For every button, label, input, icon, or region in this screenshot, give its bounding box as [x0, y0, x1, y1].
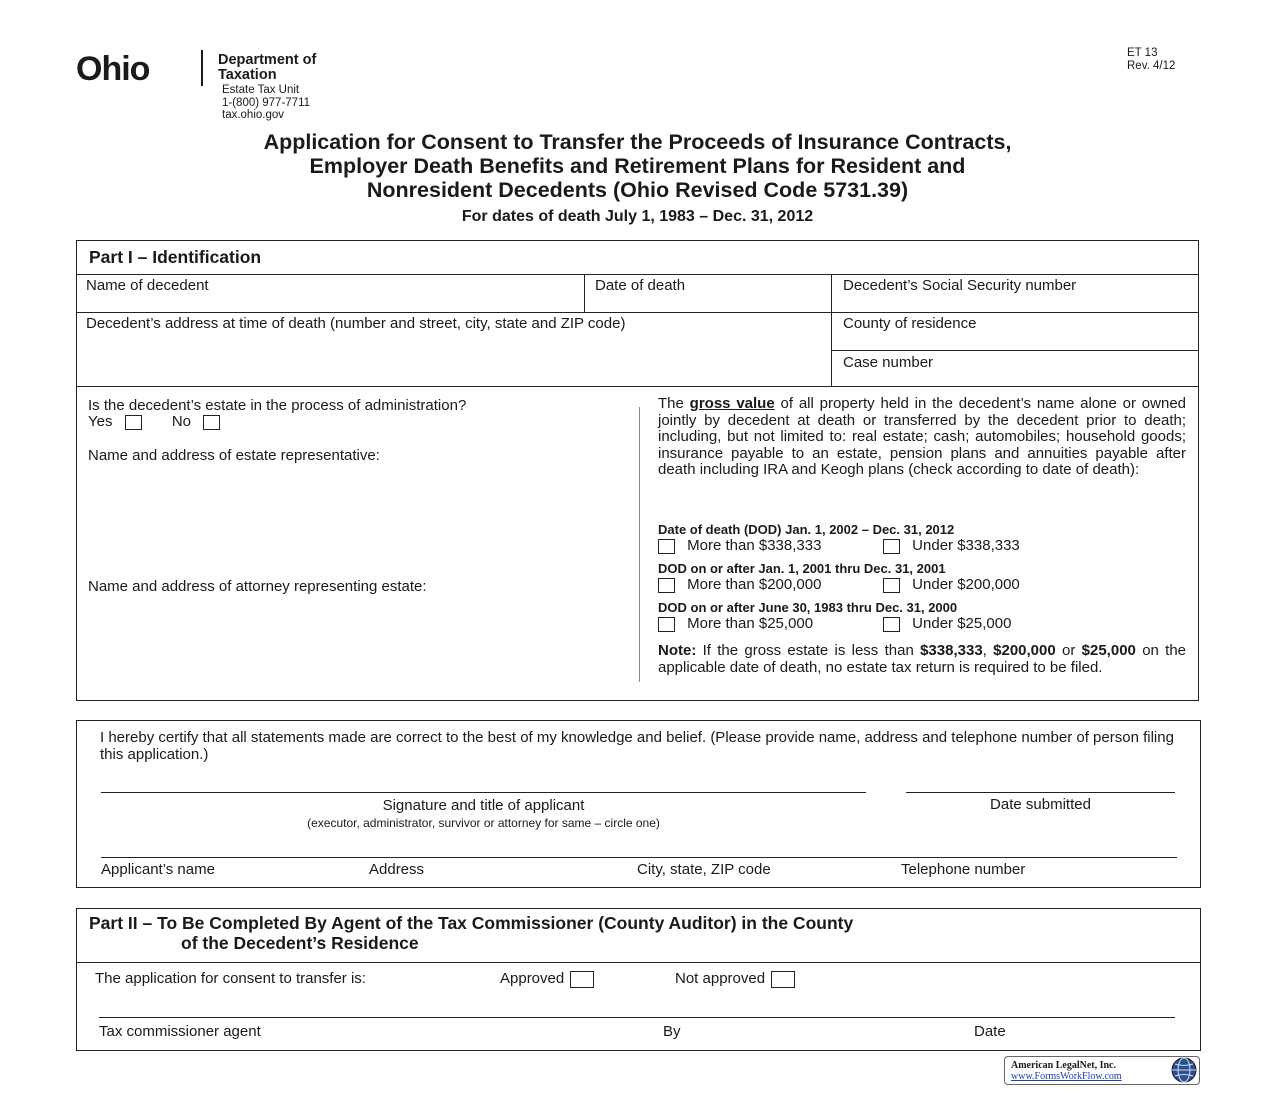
- agent-signature-field[interactable]: [99, 998, 1174, 1016]
- range2-under-checkbox[interactable]: [883, 578, 900, 593]
- agent-label: Tax commissioner agent: [99, 1023, 261, 1040]
- range2-under-label: Under $200,000: [912, 576, 1020, 593]
- divider: [77, 386, 1198, 387]
- range2-more-checkbox[interactable]: [658, 578, 675, 593]
- title-line1: Application for Consent to Transfer the Proceeds of Insurance Contracts,: [263, 130, 1012, 154]
- county-field[interactable]: [833, 333, 1196, 349]
- range1-under-checkbox[interactable]: [883, 539, 900, 554]
- approved-checkbox[interactable]: [570, 971, 594, 988]
- part1-heading: Part I – Identification: [89, 247, 262, 267]
- note-value1: $338,333: [920, 642, 983, 659]
- range1-under: [883, 537, 1020, 554]
- attorney-label: Name and address of attorney representing estate:: [88, 578, 427, 595]
- decedent-name-field[interactable]: [78, 294, 583, 311]
- divider: [77, 274, 1198, 275]
- date-of-death-field[interactable]: [586, 294, 830, 311]
- website: tax.ohio.gov: [222, 109, 285, 121]
- note-value3: $25,000: [1081, 642, 1136, 659]
- note-label: Note:: [658, 642, 697, 659]
- note-value2: $200,000: [993, 642, 1056, 659]
- rep-label: Name and address of estate representative:: [88, 447, 380, 464]
- note-text1: If the gross estate is less than: [702, 642, 914, 659]
- admin-question: Is the decedent’s estate in the process of administration?: [88, 397, 467, 414]
- signature-hint: (executor, administrator, survivor or attorney for same – circle one): [307, 816, 660, 830]
- range3-options: [658, 615, 813, 632]
- title-line3: Nonresident Decedents (Ohio Revised Code 5731.39): [366, 178, 909, 202]
- no-checkbox[interactable]: [203, 415, 220, 430]
- no-label: No: [171, 413, 192, 430]
- legalnet-url[interactable]: www.FormsWorkFlow.com: [1011, 1071, 1122, 1082]
- estate-representative-field[interactable]: [88, 466, 628, 574]
- dod-label: Date of death: [595, 277, 686, 294]
- page-title: [100, 130, 1175, 202]
- applicant-line: [101, 857, 1177, 858]
- divider: [832, 350, 1198, 351]
- note-text2: on the applicable date of death, no estate tax return is required to be filed.: [658, 642, 1187, 676]
- not-approved-checkbox[interactable]: [771, 971, 795, 988]
- part2-date-label: Date: [974, 1023, 1006, 1040]
- city-state-zip-label: City, state, ZIP code: [637, 861, 771, 878]
- signature-label: Signature and title of applicant: [382, 797, 585, 814]
- applicant-address-label: Address: [369, 861, 425, 878]
- approved-label: Approved: [500, 970, 565, 987]
- divider: [77, 962, 1200, 963]
- range3-under: [883, 615, 1011, 632]
- note-separator: ,: [982, 642, 987, 659]
- range3-more-checkbox[interactable]: [658, 617, 675, 632]
- form-number-block: [1127, 47, 1175, 72]
- range2-more-label: More than $200,000: [687, 576, 822, 593]
- applicant-name-label: Applicant’s name: [101, 861, 215, 878]
- gross-text: of all property held in the decedent’s name alone or owned jointly by decedent at death or transferred by the decedent prior to death; including, but not limited to: real estate; cash; automobiles; household goods; insurance payable to an estate, pension plans and annuities payable after death including IRA and Keogh plans (check according to date of death):: [658, 395, 1187, 478]
- form-number: ET 13: [1127, 47, 1158, 59]
- signature-line: [101, 792, 866, 793]
- logo-divider: [201, 50, 203, 86]
- signature-field[interactable]: [101, 772, 865, 791]
- department-line1: Department of: [218, 52, 317, 68]
- range2-under: [883, 576, 1020, 593]
- by-label: By: [663, 1023, 681, 1040]
- title-line2: Employer Death Benefits and Retirement Plans for Resident and: [309, 154, 966, 178]
- part2-heading-line2: of the Decedent’s Residence: [181, 933, 419, 953]
- page-subtitle: For dates of death July 1, 1983 – Dec. 31, 2012: [461, 208, 814, 225]
- range3-heading: DOD on or after June 30, 1983 thru Dec. 31, 2000: [658, 600, 958, 615]
- applicant-info-field[interactable]: [101, 838, 1176, 856]
- agent-line: [99, 1017, 1175, 1018]
- certify-statement: I hereby certify that all statements made are correct to the best of my knowledge and belief. (Please provide name, address and telephone number of person filing this application.): [100, 729, 1174, 763]
- telephone-label: Telephone number: [901, 861, 1026, 878]
- ssn-field[interactable]: [833, 294, 1196, 311]
- gross-intro: The: [658, 395, 684, 412]
- phone-number: 1-(800) 977-7711: [222, 96, 311, 109]
- gross-value-paragraph: [658, 396, 1186, 479]
- attorney-field[interactable]: [88, 597, 628, 692]
- not-approved-label: Not approved: [675, 970, 766, 987]
- decedent-address-field[interactable]: [78, 334, 830, 386]
- case-label: Case number: [843, 354, 934, 371]
- not-approved-option: [675, 970, 795, 988]
- range3-more-label: More than $25,000: [687, 615, 814, 632]
- range2-options: [658, 576, 821, 593]
- county-label: County of residence: [843, 315, 977, 332]
- ssn-label: Decedent’s Social Security number: [843, 277, 1077, 294]
- range3-under-checkbox[interactable]: [883, 617, 900, 632]
- address-label: Decedent’s address at time of death (number and street, city, state and ZIP code): [86, 315, 626, 332]
- ohio-logo: Ohio: [76, 50, 150, 88]
- range1-options: [658, 537, 821, 554]
- range2-heading: DOD on or after Jan. 1, 2001 thru Dec. 31, 2001: [658, 561, 946, 576]
- legalnet-badge: [1004, 1056, 1200, 1085]
- note-paragraph: [658, 643, 1186, 676]
- range1-under-label: Under $338,333: [912, 537, 1020, 554]
- range1-more-checkbox[interactable]: [658, 539, 675, 554]
- yes-no-row: [88, 413, 220, 430]
- yes-checkbox[interactable]: [125, 415, 142, 430]
- date-submitted-label: Date submitted: [990, 796, 1091, 813]
- divider: [77, 312, 1198, 313]
- name-label: Name of decedent: [86, 277, 209, 294]
- globe-icon: [1171, 1057, 1197, 1083]
- gross-value-term: gross value: [689, 395, 775, 412]
- date-submitted-field[interactable]: [906, 772, 1174, 791]
- department-name: [218, 53, 316, 83]
- estate-tax-unit: Estate Tax Unit: [222, 84, 300, 96]
- contact-info: [222, 84, 310, 122]
- column-divider: [639, 407, 640, 682]
- range1-more-label: More than $338,333: [687, 537, 822, 554]
- department-line2: Taxation: [218, 67, 277, 83]
- date-line: [906, 792, 1175, 793]
- consent-label: The application for consent to transfer is:: [95, 970, 366, 987]
- yes-label: Yes: [88, 413, 113, 430]
- case-number-field[interactable]: [833, 371, 1196, 386]
- approved-option: [500, 970, 594, 988]
- range3-under-label: Under $25,000: [912, 615, 1012, 632]
- range1-heading: Date of death (DOD) Jan. 1, 2002 – Dec. 31, 2012: [658, 522, 955, 537]
- form-revision: Rev. 4/12: [1127, 59, 1176, 72]
- note-or: or: [1062, 642, 1076, 659]
- part2-heading-line1: Part II – To Be Completed By Agent of the Tax Commissioner (County Auditor) in the County: [89, 913, 854, 933]
- legalnet-company: American LegalNet, Inc.: [1011, 1060, 1116, 1071]
